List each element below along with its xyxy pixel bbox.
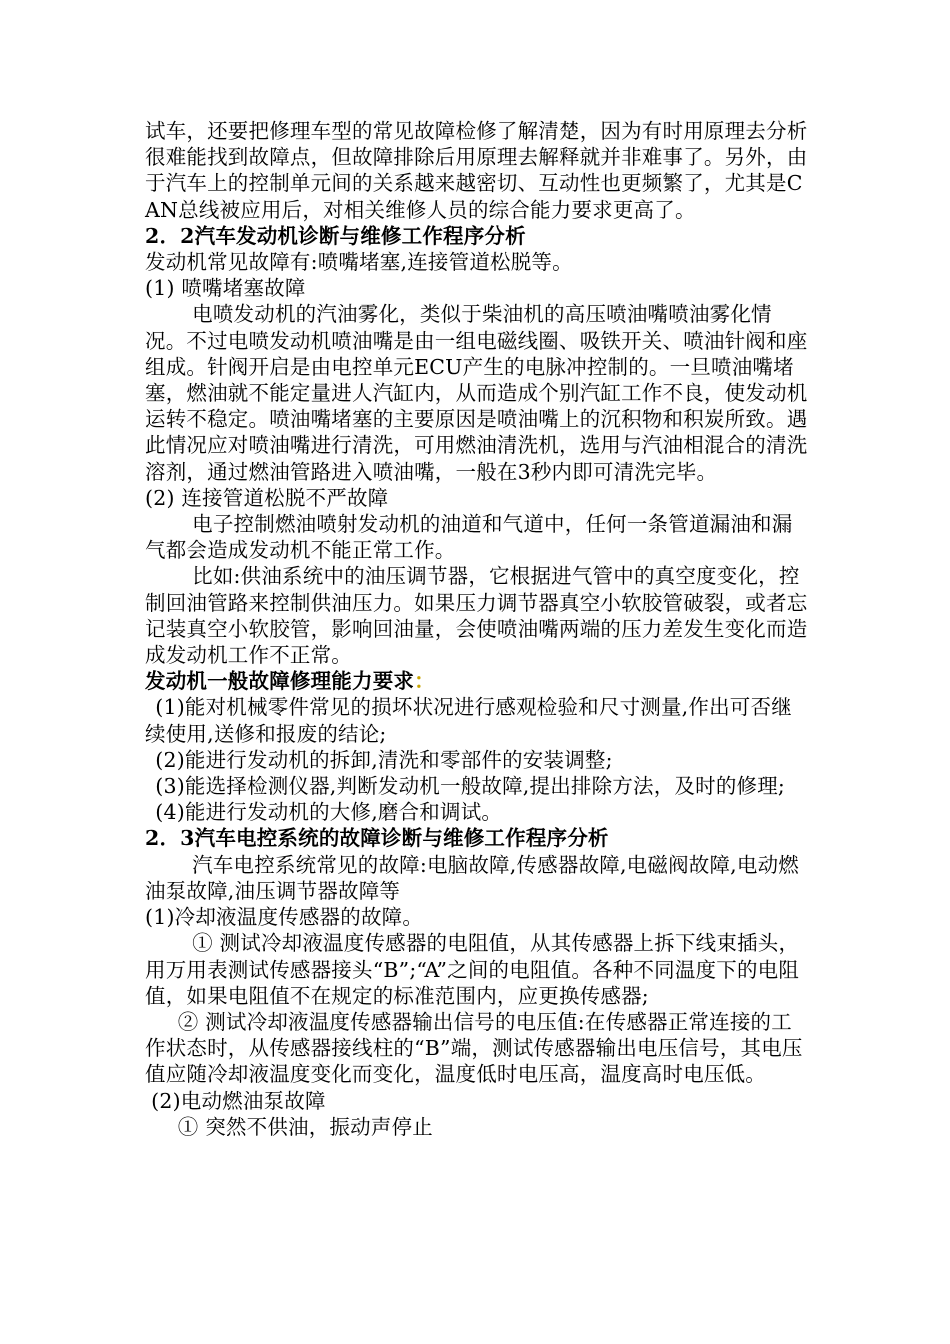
paragraph-engine-faults: 发动机常见故障有:喷嘴堵塞,连接管道松脱等。 <box>145 250 573 275</box>
subheading-coolant-sensor: (1)冷却液温度传感器的故障。 <box>145 905 424 930</box>
list-item-2: (2)能进行发动机的拆卸,清洗和零部件的安装调整; <box>155 747 613 772</box>
paragraph-fuel-pump-symptom: ① 突然不供油，振动声停止 <box>177 1114 433 1139</box>
paragraph-intro: 试车，还要把修理车型的常见故障检修了解清楚，因为有时用原理去分析很难能找到故障点，但故障排除后用原理去解释就并非难事了。另外，由于汽车上的控制单元间的关系越来越密切、互动性也更频繁了，尤其是CAN总线被应用后，对相关维修人员的综合能力要求更高了。 <box>145 119 808 222</box>
list-item-4: (4)能进行发动机的大修,磨合和调试。 <box>155 800 503 825</box>
paragraph-test-resistance: ① 测试冷却液温度传感器的电阻值，从其传感器上拆下线束插头，用万用表测试传感器接头“B”;“A”之间的电阻值。各种不同温度下的电阻值，如果电阻值不在规定的标准范围内，应更换传感器; <box>145 931 800 1008</box>
heading-colon: ： <box>414 669 435 694</box>
list-item-1: (1)能对机械零件常见的损坏状况进行感观检验和尺寸测量,作出可否继续使用,送修和报废的结论; <box>145 695 792 746</box>
heading-repair-requirements <box>145 668 810 694</box>
list-item-3: (3)能选择检测仪器,判断发动机一般故障,提出排除方法，及时的修理; <box>155 774 786 799</box>
document-body <box>145 118 810 1140</box>
paragraph-pressure-regulator: 比如:供油系统中的油压调节器，它根据进气管中的真空度变化，控制回油管路来控制供油压力。如果压力调节器真空小软胶管破裂，或者忘记装真空小软胶管，影响回油量，会使喷油嘴两端的压力差发生变化而造成发动机工作不正常。 <box>145 564 808 668</box>
paragraph-ecu-faults: 汽车电控系统常见的故障:电脑故障,传感器故障,电磁阀故障,电动燃油泵故障,油压调节器故障等 <box>145 852 799 903</box>
subheading-nozzle-blockage: (1) 喷嘴堵塞故障 <box>145 276 306 301</box>
paragraph-nozzle-detail: 电喷发动机的汽油雾化，类似于柴油机的高压喷油嘴喷油雾化情况。不过电喷发动机喷油嘴是由一组电磁线圈、吸铁开关、喷油针阀和座组成。针阀开启是由电控单元ECU产生的电脉冲控制的。一旦喷油嘴堵塞，燃油就不能定量进人汽缸内，从而造成个别汽缸工作不良，使发动机运转不稳定。喷油嘴堵塞的主要原因是喷油嘴上的沉积物和积炭所致。遇此情况应对喷油嘴进行清洗，可用燃油清洗机，选用与汽油相混合的清洗溶剂，通过燃油管路进入喷油嘴，一般在3秒内即可清洗完毕。 <box>145 302 808 484</box>
section-heading-2-2: 2．2汽车发动机诊断与维修工作程序分析 <box>145 223 526 248</box>
heading-repair-requirements-text: 发动机一般故障修理能力要求 <box>145 669 415 694</box>
subheading-pipe-loose: (2) 连接管道松脱不严故障 <box>145 485 389 510</box>
section-heading-2-3: 2．3汽车电控系统的故障诊断与维修工作程序分析 <box>145 826 609 851</box>
subheading-fuel-pump: (2)电动燃油泵故障 <box>151 1088 326 1113</box>
paragraph-test-voltage: ② 测试冷却液温度传感器输出信号的电压值:在传感器正常连接的工作状态时，从传感器接线柱的“B”端，测试传感器输出电压信号，其电压值应随冷却液温度变化而变化，温度低时电压高，温度高时电压低。 <box>145 1009 803 1087</box>
paragraph-pipe-detail: 电子控制燃油喷射发动机的油道和气道中，任何一条管道漏油和漏气都会造成发动机不能正常工作。 <box>145 512 793 563</box>
